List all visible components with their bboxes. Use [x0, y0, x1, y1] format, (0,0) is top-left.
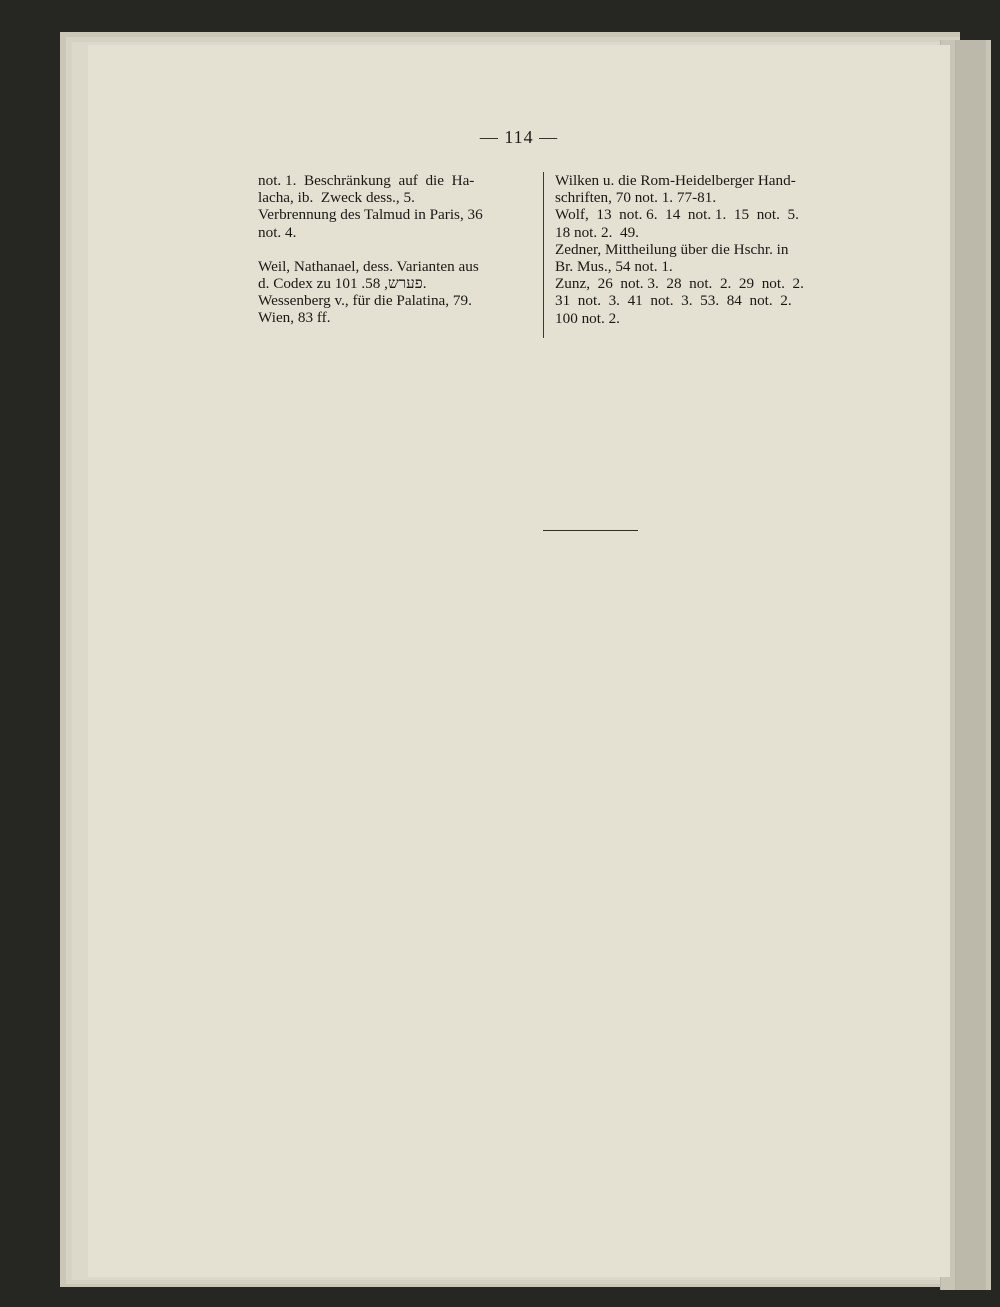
index-line: 100 not. 2.: [555, 309, 620, 327]
page-number: — 114 —: [479, 127, 559, 147]
index-line: 31 not. 3. 41 not. 3. 53. 84 not. 2.: [555, 292, 792, 310]
index-line: d. Codex zu ‏פערש‏, 58. 101.: [258, 275, 427, 293]
column-divider: [543, 172, 544, 338]
index-line: 18 not. 2. 49.: [555, 223, 639, 241]
book-page: [88, 45, 950, 1277]
index-line: schriften, 70 not. 1. 77-81.: [555, 189, 717, 207]
index-line: Wolf, 13 not. 6. 14 not. 1. 15 not. 5.: [555, 206, 799, 224]
index-line: Weil, Nathanael, dess. Varianten aus: [258, 257, 479, 275]
index-line: Wessenberg v., für die Palatina, 79.: [258, 292, 472, 310]
index-line: Zunz, 26 not. 3. 28 not. 2. 29 not. 2.: [555, 275, 804, 293]
entry-gap: [258, 241, 530, 258]
left-index-column: [258, 172, 530, 327]
index-line: Verbrennung des Talmud in Paris, 36: [258, 206, 483, 224]
index-line: lacha, ib. Zweck dess., 5.: [258, 189, 415, 207]
right-index-column: [555, 172, 825, 327]
index-line: not. 4.: [258, 223, 297, 241]
index-line: Wilken u. die Rom-Heidelberger Hand-: [555, 172, 796, 189]
end-rule: [543, 530, 638, 531]
book-fore-edge: [955, 40, 986, 1290]
index-line: Wien, 83 ff.: [258, 309, 331, 327]
index-line: Zedner, Mittheilung über die Hschr. in: [555, 240, 789, 258]
index-line: Br. Mus., 54 not. 1.: [555, 258, 673, 276]
index-line: not. 1. Beschränkung auf die Ha-: [258, 172, 475, 189]
